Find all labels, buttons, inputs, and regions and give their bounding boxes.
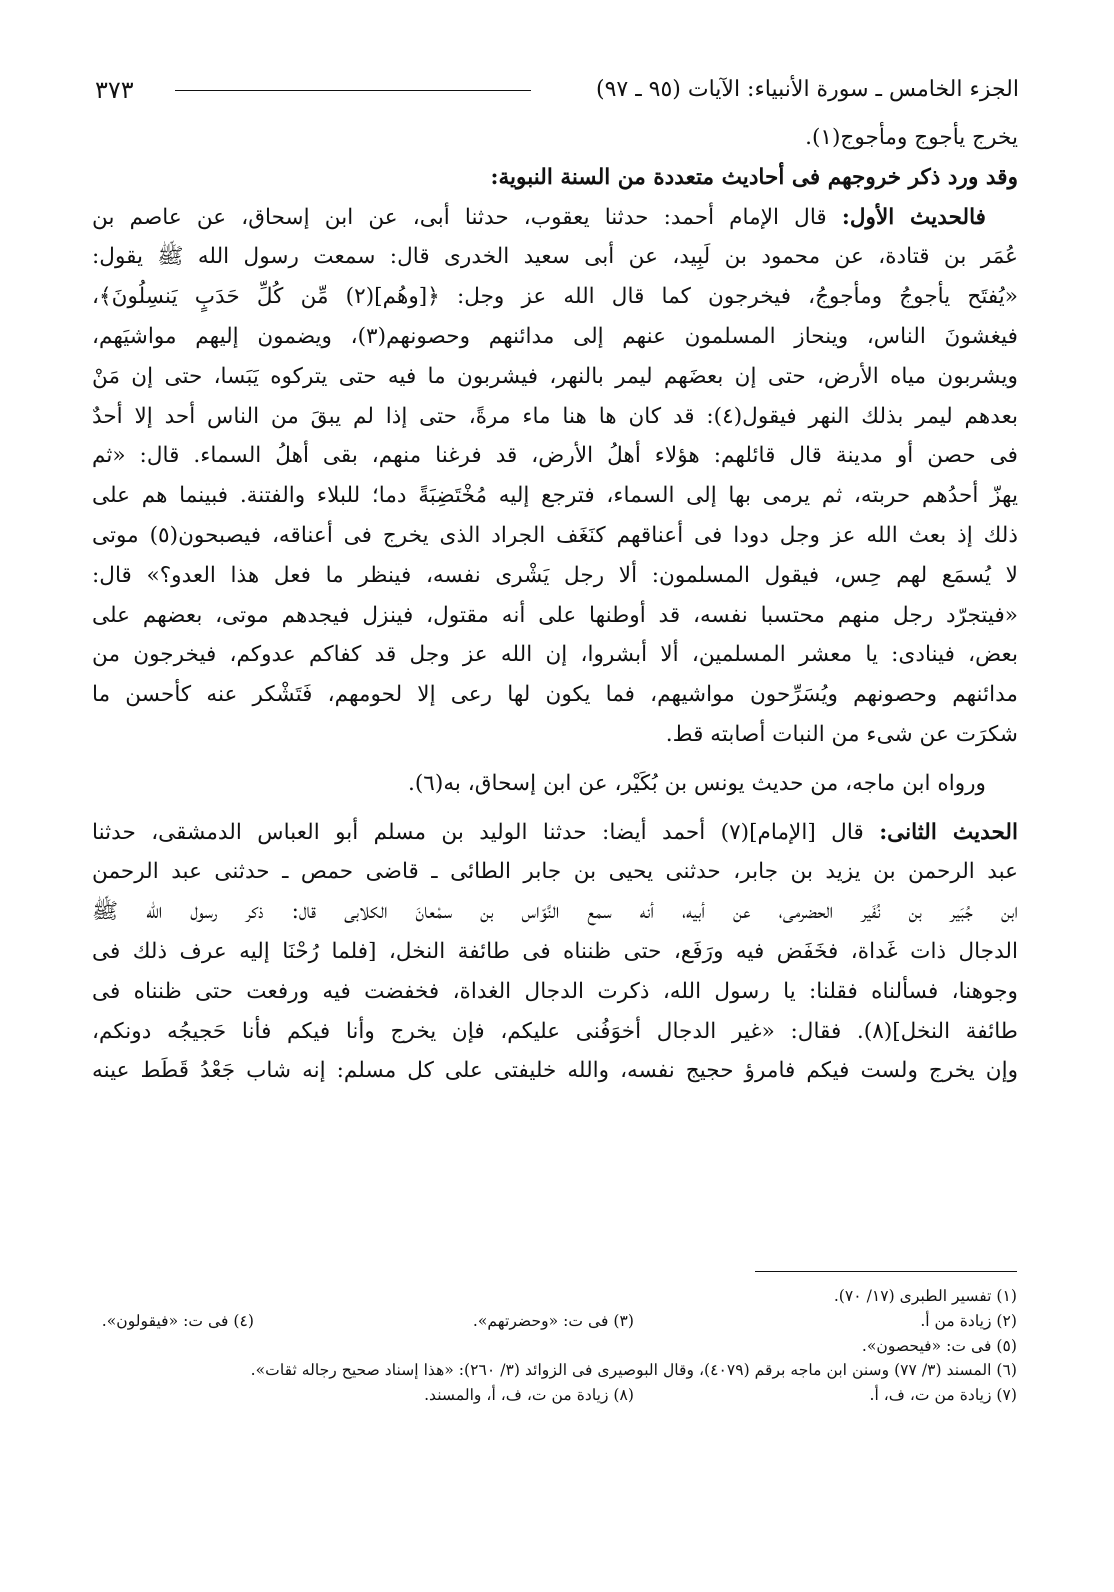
hadith-2-line-6: طائفة النخل](٨). فقال: «غير الدجال أخوَفُنى عليكم، فإن يخرج وأنا فيكم فأنا حَجيجُه دونكم،: [92, 1018, 1018, 1044]
hadith-1-line-4: فيغشونَ الناس، وينحاز المسلمون عنهم إلى مدائنهم وحصونهم(٣)، ويضمون إليهم مواشيَهم،: [92, 323, 1018, 349]
page-number: ٣٧٣: [95, 76, 134, 104]
hadith-1-line-1: قال الإمام أحمد: حدثنا يعقوب، حدثنا أبى، عن ابن إسحاق، عن عاصم بن: [92, 204, 842, 230]
footnote-3: (٣) فى ت: «وحضرتهم».: [472, 1311, 634, 1330]
hadith-1-line-9: ذلك إذ بعث الله عز وجل دودا فى أعناقهم كنَغَف الجراد الذى يخرج فى أعناقه، فيصبحون(٥) موتى: [92, 522, 1018, 548]
header-rule: [175, 90, 531, 91]
hadith-2-line-4: الدجال ذات غَداة، فخَفَض فيه ورَفَع، حتى ظنناه فى طائفة النخل، [فلما رُحْنَا إليه عرف ذلك فى: [92, 938, 1018, 964]
hadith-1-opening: [92, 198, 1018, 238]
footnote-8: (٨) زيادة من ت، ف، أ، والمسند.: [424, 1386, 634, 1405]
footnote-separator: [755, 1271, 1017, 1272]
hadith-2-line-2: عبد الرحمن بن يزيد بن جابر، حدثنى يحيى بن جابر الطائى ـ قاضى حمص ـ حدثنى عبد الرحمن: [92, 859, 1018, 885]
footnote-row: [95, 1358, 1017, 1383]
text-line: يخرج يأجوج ومأجوج(١).: [805, 125, 1018, 150]
hadith-1-line-8: يهزّ أحدُهم حربته، ثم يرمى بها إلى السماء، فترجع إليه مُخْتَضِبَةً دما؛ للبلاء والفتنة. فبينما هم على: [92, 483, 1018, 509]
hadith-1-line-5: ويشربون مياه الأرض، حتى إن بعضَهم ليمر بالنهر، فيشربون ما فيه حتى يتركوه يَبَسا، حتى إن مَنْ: [92, 363, 1018, 389]
section-heading: وقد ورد ذكر خروجهم فى أحاديث متعددة من السنة النبوية:: [490, 164, 1018, 190]
running-header: [95, 68, 1019, 112]
footnote-6: (٦) المسند (٣/ ٧٧) وسنن ابن ماجه برقم (٤٠٧٩)، وقال البوصيرى فى الزوائد (٣/ ٢٦٠): «هذا إسناد صحيح رجاله ثقات».: [250, 1361, 1017, 1380]
header-title: الجزء الخامس ـ سورة الأنبياء: الآيات (٩٥ ـ ٩٧): [595, 77, 1019, 102]
hadith-2-line-1: قال [الإمام](٧) أحمد أيضا: حدثنا الوليد بن مسلم أبو العباس الدمشقى، حدثنا: [92, 819, 880, 845]
hadith-2-line-3: ابن جُبَير بن نُفَير الحضرمى، عن أبيه، أنه سمع النَّوّاس بن سمْعانَ الكلابى قال: ذكر رسول الله ﷺ: [92, 899, 1018, 925]
ibn-majah-note: ورواه ابن ماجه، من حديث يونس بن بُكَيْر، عن ابن إسحاق، به(٦).: [407, 770, 986, 796]
footnote-7: (٧) زيادة من ت، ف، أ.: [869, 1386, 1017, 1405]
main-text: [92, 118, 1018, 1091]
hadith-1-line-7: فى حصن أو مدينة قال قائلهم: هؤلاء أهلُ الأرض، قد فرغنا منهم، بقى أهلُ السماء. قال: «ثم: [92, 443, 1018, 469]
hadith-1-line-12: بعض، فينادى: يا معشر المسلمين، ألا أبشروا، إن الله عز وجل قد كفاكم عدوكم، فيخرجون من: [92, 642, 1018, 668]
footnote-4: (٤) فى ت: «فيقولون».: [101, 1311, 254, 1330]
footnote-row: [95, 1383, 1017, 1408]
hadith-1-line-6: بعدهم ليمر بذلك النهر فيقول(٤): قد كان ها هنا ماء مرةً، حتى إذا لم يبقَ من الناس أحد إلا أحدٌ: [92, 403, 1018, 429]
hadith-2-line-7: وإن يخرج ولست فيكم فامرؤ حجيج نفسه، والله خليفتى على كل مسلم: إنه شاب جَعْدُ قَطَط عينه: [92, 1058, 1018, 1084]
footnotes: [95, 1284, 1017, 1408]
hadith-2-label: الحديث الثانى:: [879, 819, 1018, 845]
hadith-1-line-11: «فيتجرّد رجل منهم محتسبا نفسه، قد أوطنها على أنه مقتول، فينزل فيجدهم موتى، بعضهم على: [92, 602, 1018, 628]
footnote-row: [95, 1334, 1017, 1359]
hadith-1-label: فالحديث الأول:: [841, 204, 987, 230]
hadith-1-line-13: مدائنهم وحصونهم ويُسَرِّحون مواشيهم، فما يكون لها رعى إلا لحومهم، فَتَشْكر عنه كأحسن ما: [92, 682, 1018, 708]
hadith-1-line-3: «يُفتَح يأجوجُ ومأجوجُ، فيخرجون كما قال الله عز وجل: ﴿[وهُم](٢) مِّن كُلِّ حَدَبٍ يَنسِلُونَ﴾،: [92, 284, 1018, 310]
footnote-1: (١) تفسير الطبرى (١٧/ ٧٠).: [833, 1287, 1017, 1305]
footnote-row: [95, 1284, 1017, 1309]
footnote-row: [95, 1309, 1017, 1334]
hadith-2-line-5: وجوهنا، فسألناه فقلنا: يا رسول الله، ذكرت الدجال الغداة، فخفضت فيه ورفعت حتى ظنناه فى: [92, 978, 1018, 1004]
footnote-2: (٢) زيادة من أ.: [920, 1311, 1017, 1330]
hadith-1-line-2: عُمَر بن قتادة، عن محمود بن لَبِيد، عن أبى سعيد الخدرى قال: سمعت رسول الله ﷺ يقول:: [92, 244, 1018, 270]
hadith-2-opening: [92, 813, 1018, 853]
footnote-5: (٥) فى ت: «فيحصون».: [861, 1336, 1017, 1355]
hadith-1-line-10: لا يُسمَع لهم حِس، فيقول المسلمون: ألا رجل يَشْرى نفسه، فينظر ما فعل هذا العدو؟» قال:: [92, 562, 1018, 588]
hadith-1-line-14: شكرَت عن شىء من النبات أصابته قط.: [665, 721, 1018, 747]
